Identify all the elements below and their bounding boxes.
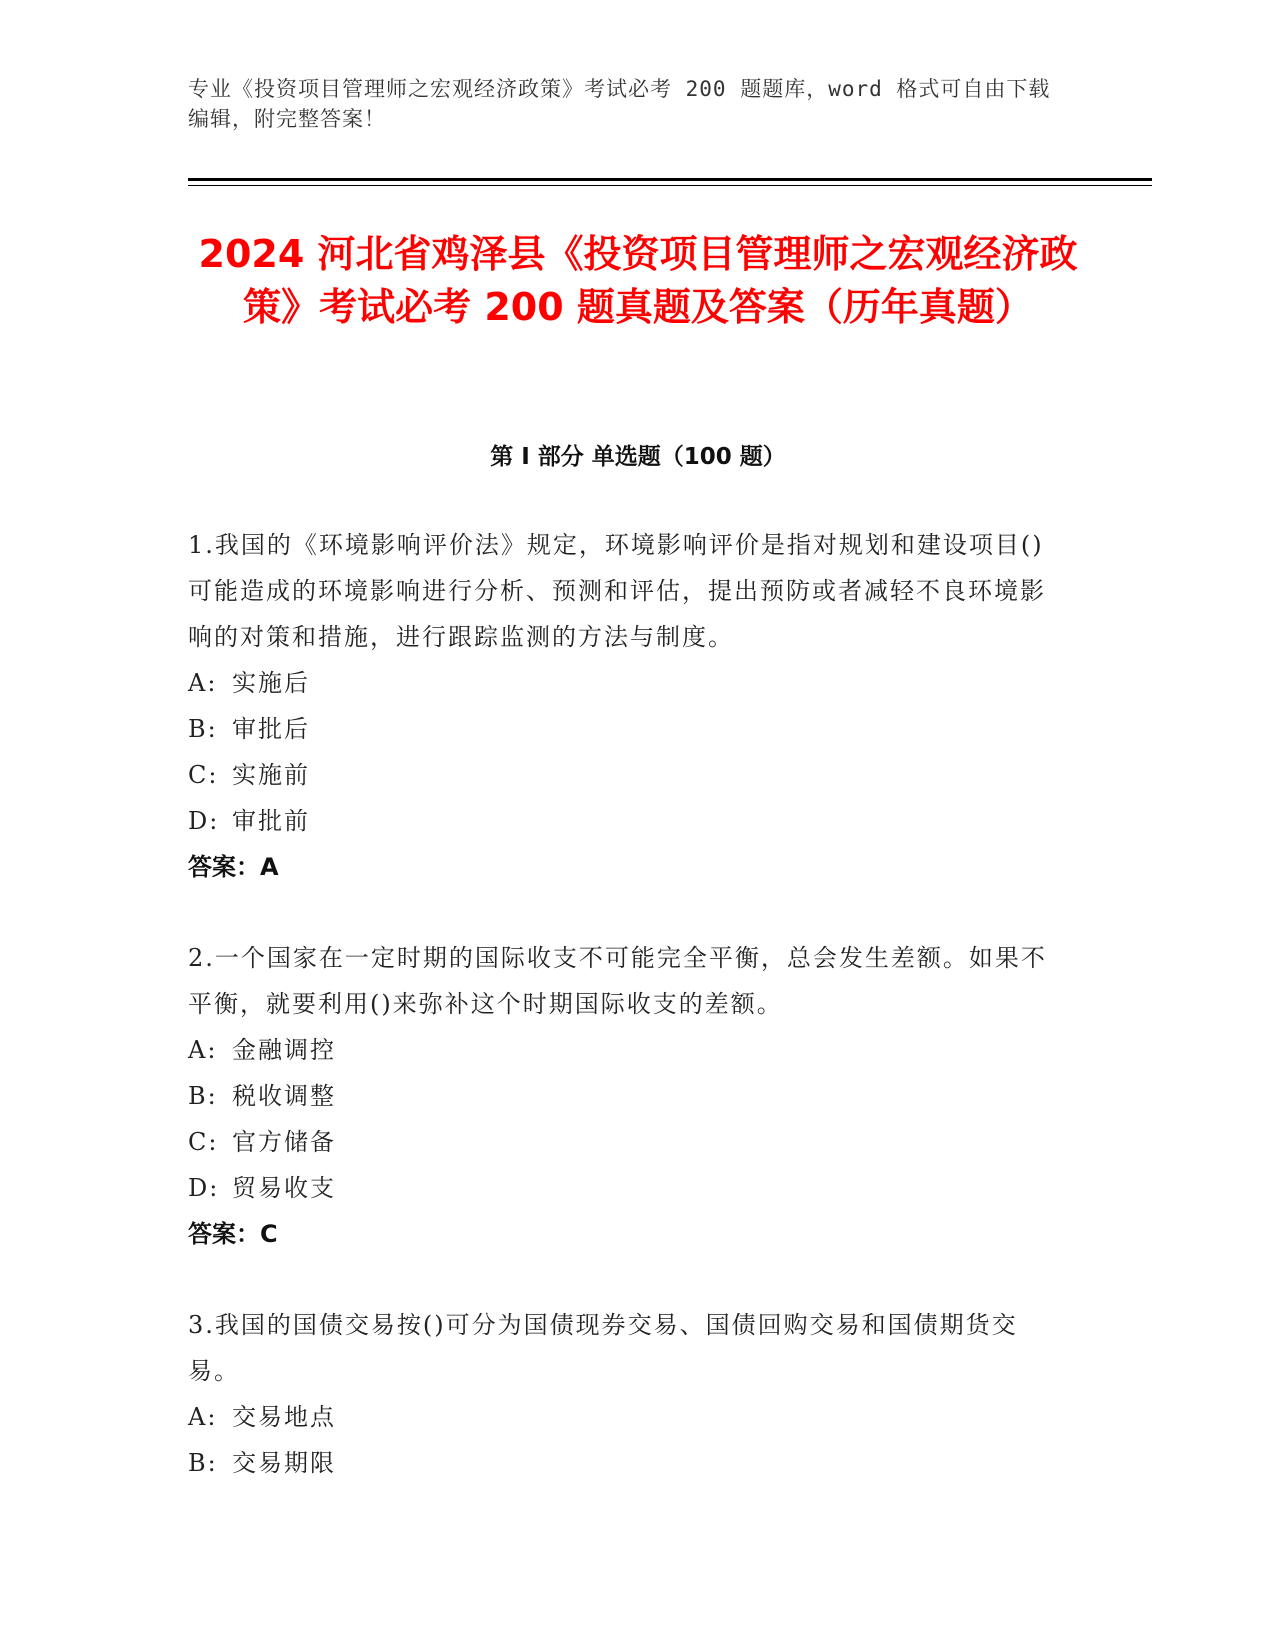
question-stem: 1.我国的《环境影响评价法》规定，环境影响评价是指对规划和建设项目()可能造成的环境影响进行分析、预测和评估，提出预防或者减轻不良环境影响的对策和措施，进行跟踪监测的方法与制度。 (188, 531, 1046, 651)
option-b (188, 1073, 1068, 1119)
option-text: 审批前 (232, 807, 310, 835)
option-c (188, 752, 1068, 798)
option-text: 交易期限 (232, 1449, 336, 1477)
option-d (188, 798, 1068, 844)
answer-line: 答案：C (188, 1220, 278, 1248)
option-text: 审批后 (232, 715, 310, 743)
option-label: A: (188, 669, 218, 697)
question-stem: 3.我国的国债交易按()可分为国债现券交易、国债回购交易和国债期货交易。 (188, 1311, 1018, 1385)
option-text: 实施后 (232, 669, 310, 697)
answer-line: 答案：A (188, 853, 279, 881)
option-label: A: (188, 1403, 218, 1431)
option-label: B: (188, 1449, 218, 1477)
option-label: A: (188, 1036, 218, 1064)
option-text: 税收调整 (232, 1082, 336, 1110)
question-list (188, 522, 1068, 1531)
option-text: 官方储备 (232, 1128, 336, 1156)
option-text: 贸易收支 (232, 1174, 336, 1202)
header-rule-thin (188, 185, 1152, 186)
option-d (188, 1165, 1068, 1211)
option-b (188, 706, 1068, 752)
option-a (188, 660, 1068, 706)
option-label: B: (188, 1082, 218, 1110)
option-label: C: (188, 761, 219, 789)
question-1 (188, 522, 1068, 890)
option-label: D: (188, 807, 220, 835)
option-label: B: (188, 715, 218, 743)
option-text: 交易地点 (232, 1403, 336, 1431)
option-a (188, 1027, 1068, 1073)
option-a (188, 1394, 1068, 1440)
option-b (188, 1440, 1068, 1486)
question-stem: 2.一个国家在一定时期的国际收支不可能完全平衡，总会发生差额。如果不平衡，就要利用()来弥补这个时期国际收支的差额。 (188, 944, 1047, 1018)
option-text: 金融调控 (232, 1036, 336, 1064)
header-rule-thick (188, 178, 1152, 181)
question-2 (188, 935, 1068, 1257)
option-text: 实施前 (232, 761, 310, 789)
option-c (188, 1119, 1068, 1165)
header-note: 专业《投资项目管理师之宏观经济政策》考试必考 200 题题库，word 格式可自由下载编辑，附完整答案！ (188, 77, 1051, 131)
question-3 (188, 1302, 1068, 1486)
document-title: 2024 河北省鸡泽县《投资项目管理师之宏观经济政策》考试必考 200 题真题及答案（历年真题） (198, 232, 1078, 329)
option-label: D: (188, 1174, 220, 1202)
section-title: 第 I 部分 单选题（100 题） (490, 444, 786, 470)
option-label: C: (188, 1128, 219, 1156)
